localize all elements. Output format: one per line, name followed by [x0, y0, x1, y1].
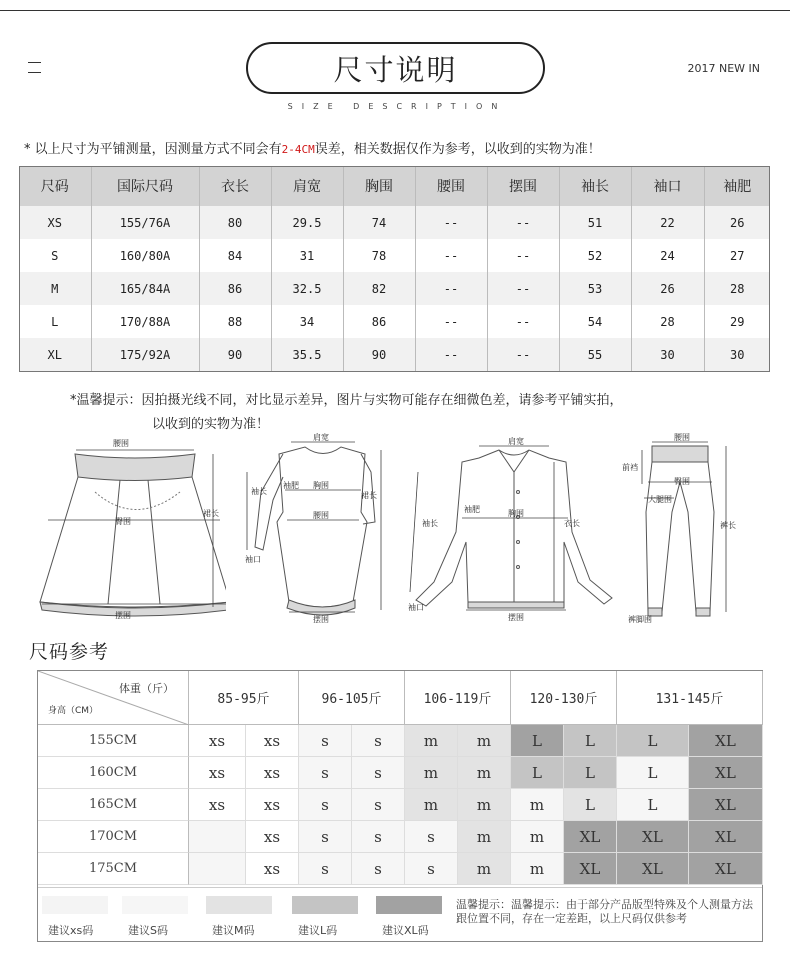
size-cell: 74	[343, 206, 415, 239]
size-cell: 30	[631, 338, 704, 371]
size-cell: --	[415, 272, 487, 305]
legend-label: 建议L码	[298, 924, 338, 937]
height-axis-label: 身高（CM）	[48, 706, 99, 716]
size-cell: --	[415, 206, 487, 239]
size-row	[19, 206, 770, 239]
size-reference-title: 尺码参考	[29, 641, 110, 663]
legend-note: 温馨提示：温馨提示：由于部分产品版型特殊及个人测量方法跟位置不同，存在一定差距，以上尺码仅供参考	[456, 898, 753, 925]
size-suggestion-cell: m	[458, 725, 511, 757]
height-row-label: 175CM	[38, 853, 189, 885]
size-col-header: 衣长	[199, 166, 271, 206]
size-cell: 24	[631, 239, 704, 272]
size-suggestion-cell: XL	[689, 789, 763, 821]
size-cell: 26	[704, 206, 770, 239]
size-cell: --	[415, 239, 487, 272]
size-suggestion-cell: s	[405, 821, 458, 853]
size-suggestion-cell: s	[299, 757, 352, 789]
reference-corner	[38, 671, 189, 725]
shirt-shoulder-label: 肩宽	[508, 437, 524, 446]
size-reference-table	[37, 670, 763, 942]
size-cell: --	[487, 272, 559, 305]
menu-icon[interactable]	[28, 62, 41, 74]
size-row	[19, 239, 770, 272]
legend-label: 建议M码	[212, 924, 255, 937]
size-cell: XS	[19, 206, 91, 239]
size-cell: 30	[704, 338, 770, 371]
weight-range-header: 131-145斤	[617, 671, 763, 725]
size-cell: 86	[343, 305, 415, 338]
size-suggestion-cell: XL	[689, 853, 763, 885]
size-cell: 90	[199, 338, 271, 371]
size-table	[19, 166, 770, 371]
size-suggestion-cell: xs	[246, 821, 299, 853]
size-suggestion-cell: m	[405, 757, 458, 789]
pants-length-label: 裤长	[720, 521, 736, 530]
size-suggestion-cell: XL	[617, 853, 689, 885]
size-cell: 34	[271, 305, 343, 338]
pants-hip-label: 臀围	[674, 477, 690, 486]
legend-label: 建议S码	[128, 924, 168, 937]
size-suggestion-cell: s	[299, 789, 352, 821]
size-cell: 22	[631, 206, 704, 239]
size-suggestion-cell: XL	[617, 821, 689, 853]
top-rule	[0, 10, 790, 11]
size-cell: 35.5	[271, 338, 343, 371]
weight-range-header: 106-119斤	[405, 671, 511, 725]
size-cell: 170/88A	[91, 305, 199, 338]
size-suggestion-cell: s	[352, 725, 405, 757]
size-cell: --	[415, 305, 487, 338]
size-cell: 31	[271, 239, 343, 272]
size-suggestion-cell: XL	[564, 821, 617, 853]
weight-range-header: 96-105斤	[299, 671, 405, 725]
size-cell: M	[19, 272, 91, 305]
measurement-note-highlight: 2-4CM	[281, 143, 315, 156]
legend-swatch	[122, 896, 188, 914]
size-suggestion-cell: m	[458, 789, 511, 821]
size-suggestion-cell: L	[511, 757, 564, 789]
shirt-cuff-label: 袖口	[408, 603, 424, 612]
dress-cuff-label: 袖口	[245, 555, 261, 564]
pants-thigh-label: 大腿围	[648, 495, 672, 504]
size-suggestion-cell: XL	[689, 821, 763, 853]
size-cell: 86	[199, 272, 271, 305]
pants-waist-label: 腰围	[674, 433, 690, 442]
shirt-length-label: 衣长	[564, 519, 580, 528]
size-cell: 84	[199, 239, 271, 272]
size-cell: 32.5	[271, 272, 343, 305]
shirt-diagram	[404, 432, 620, 622]
size-cell: 78	[343, 239, 415, 272]
size-cell: 28	[704, 272, 770, 305]
size-col-header: 袖长	[559, 166, 631, 206]
size-suggestion-cell: s	[299, 853, 352, 885]
size-suggestion-cell	[189, 853, 246, 885]
size-suggestion-cell: L	[564, 725, 617, 757]
legend-label: 建议xs码	[48, 924, 94, 937]
size-cell: 160/80A	[91, 239, 199, 272]
legend-item	[376, 896, 442, 938]
dress-sleeve-length-label: 袖长	[251, 487, 267, 496]
size-cell: --	[487, 338, 559, 371]
size-col-header: 胸围	[343, 166, 415, 206]
size-suggestion-cell: s	[405, 853, 458, 885]
size-row	[19, 272, 770, 305]
size-suggestion-cell	[189, 821, 246, 853]
size-cell: 26	[631, 272, 704, 305]
size-suggestion-cell: m	[405, 789, 458, 821]
legend-item	[206, 896, 272, 938]
size-cell: 51	[559, 206, 631, 239]
size-suggestion-cell: m	[511, 853, 564, 885]
size-cell: 175/92A	[91, 338, 199, 371]
size-cell: 80	[199, 206, 271, 239]
size-cell: 54	[559, 305, 631, 338]
skirt-diagram	[30, 432, 226, 622]
legend-item	[122, 896, 188, 938]
shirt-sleeve-length-label: 袖长	[422, 519, 438, 528]
skirt-length-label: 裙长	[203, 509, 219, 518]
page-subtitle: SIZE DESCRIPTION	[287, 102, 507, 111]
legend-swatch	[42, 896, 108, 914]
skirt-hip-label: 臀围	[115, 517, 131, 526]
dress-length-label: 裙长	[361, 491, 377, 500]
legend-item	[292, 896, 358, 938]
size-col-header: 袖肥	[704, 166, 770, 206]
size-suggestion-cell: L	[511, 725, 564, 757]
size-suggestion-cell: L	[617, 757, 689, 789]
size-row	[19, 305, 770, 338]
size-suggestion-cell: L	[564, 757, 617, 789]
size-cell: 155/76A	[91, 206, 199, 239]
dress-hem-label: 摆围	[313, 615, 329, 624]
size-col-header: 腰围	[415, 166, 487, 206]
size-col-header: 尺码	[19, 166, 91, 206]
size-suggestion-cell: L	[564, 789, 617, 821]
size-cell: 28	[631, 305, 704, 338]
weight-range-header: 85-95斤	[189, 671, 299, 725]
size-suggestion-cell: m	[511, 789, 564, 821]
size-suggestion-cell: XL	[564, 853, 617, 885]
size-cell: L	[19, 305, 91, 338]
size-suggestion-cell: xs	[246, 853, 299, 885]
year-tag: 2017 NEW IN	[687, 62, 760, 75]
size-suggestion-cell: s	[352, 821, 405, 853]
size-suggestion-cell: xs	[246, 757, 299, 789]
size-suggestion-cell: s	[352, 853, 405, 885]
pants-leg-opening-label: 裤脚围	[628, 615, 652, 624]
size-suggestion-cell: m	[458, 757, 511, 789]
color-note	[70, 389, 623, 437]
size-suggestion-cell: L	[617, 725, 689, 757]
size-cell: 90	[343, 338, 415, 371]
size-cell: 88	[199, 305, 271, 338]
shirt-hem-label: 摆围	[508, 613, 524, 622]
legend-swatch	[376, 896, 442, 914]
dress-shoulder-label: 肩宽	[313, 433, 329, 442]
size-cell: 29	[730, 314, 745, 329]
size-col-header: 国际尺码	[91, 166, 199, 206]
height-row-label: 170CM	[38, 821, 189, 853]
legend-swatch	[292, 896, 358, 914]
size-cell: 53	[559, 272, 631, 305]
pants-diagram	[620, 432, 750, 626]
measurement-note	[24, 138, 601, 157]
size-cell: 165/84A	[91, 272, 199, 305]
height-row-label: 165CM	[38, 789, 189, 821]
size-suggestion-cell: xs	[189, 725, 246, 757]
size-suggestion-cell: L	[617, 789, 689, 821]
size-col-header: 袖口	[631, 166, 704, 206]
size-cell: 55	[559, 338, 631, 371]
height-row-label: 155CM	[38, 725, 189, 757]
size-suggestion-cell: s	[299, 725, 352, 757]
measurement-note-prefix: * 以上尺寸为平铺测量，因测量方式不同会有	[24, 142, 282, 157]
size-table-header	[19, 166, 770, 206]
dress-chest-label: 胸围	[313, 481, 329, 490]
weight-axis-label: 体重（斤）	[119, 682, 174, 695]
size-cell: --	[415, 338, 487, 371]
size-suggestion-cell: s	[352, 789, 405, 821]
color-note-line1: *温馨提示：因拍摄光线不同，对比显示差异，图片与实物可能存在细微色差，请参考平铺实拍，	[70, 393, 623, 408]
pants-front-rise-label: 前裆	[622, 463, 638, 472]
size-suggestion-cell: xs	[246, 725, 299, 757]
size-cell: --	[487, 239, 559, 272]
skirt-hem-label: 摆围	[115, 611, 131, 620]
size-cell: 82	[343, 272, 415, 305]
size-suggestion-cell: XL	[689, 757, 763, 789]
height-row-label: 160CM	[38, 757, 189, 789]
size-cell: 27	[730, 248, 745, 263]
size-suggestion-cell: m	[458, 821, 511, 853]
shirt-chest-label: 胸围	[508, 509, 524, 518]
skirt-waist-label: 腰围	[113, 439, 129, 448]
shirt-sleeve-width-label: 袖肥	[464, 505, 480, 514]
size-cell: XL	[19, 338, 91, 371]
size-suggestion-cell: xs	[246, 789, 299, 821]
page-title: 尺寸说明	[246, 42, 545, 94]
size-suggestion-cell: XL	[689, 725, 763, 757]
legend-label: 建议XL码	[382, 924, 429, 937]
dress-waist-label: 腰围	[313, 511, 329, 520]
size-suggestion-cell: m	[511, 821, 564, 853]
size-suggestion-cell: xs	[189, 789, 246, 821]
size-suggestion-cell: xs	[189, 757, 246, 789]
dress-sleeve-width-label: 袖肥	[283, 481, 299, 490]
size-legend	[38, 887, 762, 942]
size-cell: --	[487, 305, 559, 338]
size-cell: --	[487, 206, 559, 239]
size-cell: S	[19, 239, 91, 272]
legend-swatch	[206, 896, 272, 914]
size-row	[19, 338, 770, 371]
color-note-line2: 以收到的实物为准！	[152, 417, 270, 432]
legend-item	[42, 896, 108, 938]
size-suggestion-cell: s	[299, 821, 352, 853]
size-suggestion-cell: s	[352, 757, 405, 789]
size-cell: 52	[559, 239, 631, 272]
measurement-note-suffix: 误差，相关数据仅作为参考，以收到的实物为准！	[314, 142, 601, 157]
size-col-header: 肩宽	[271, 166, 343, 206]
weight-range-header: 120-130斤	[511, 671, 617, 725]
size-suggestion-cell: m	[405, 725, 458, 757]
dress-diagram	[243, 432, 413, 626]
size-col-header: 摆围	[487, 166, 559, 206]
size-suggestion-cell: m	[458, 853, 511, 885]
size-cell: 29.5	[271, 206, 343, 239]
